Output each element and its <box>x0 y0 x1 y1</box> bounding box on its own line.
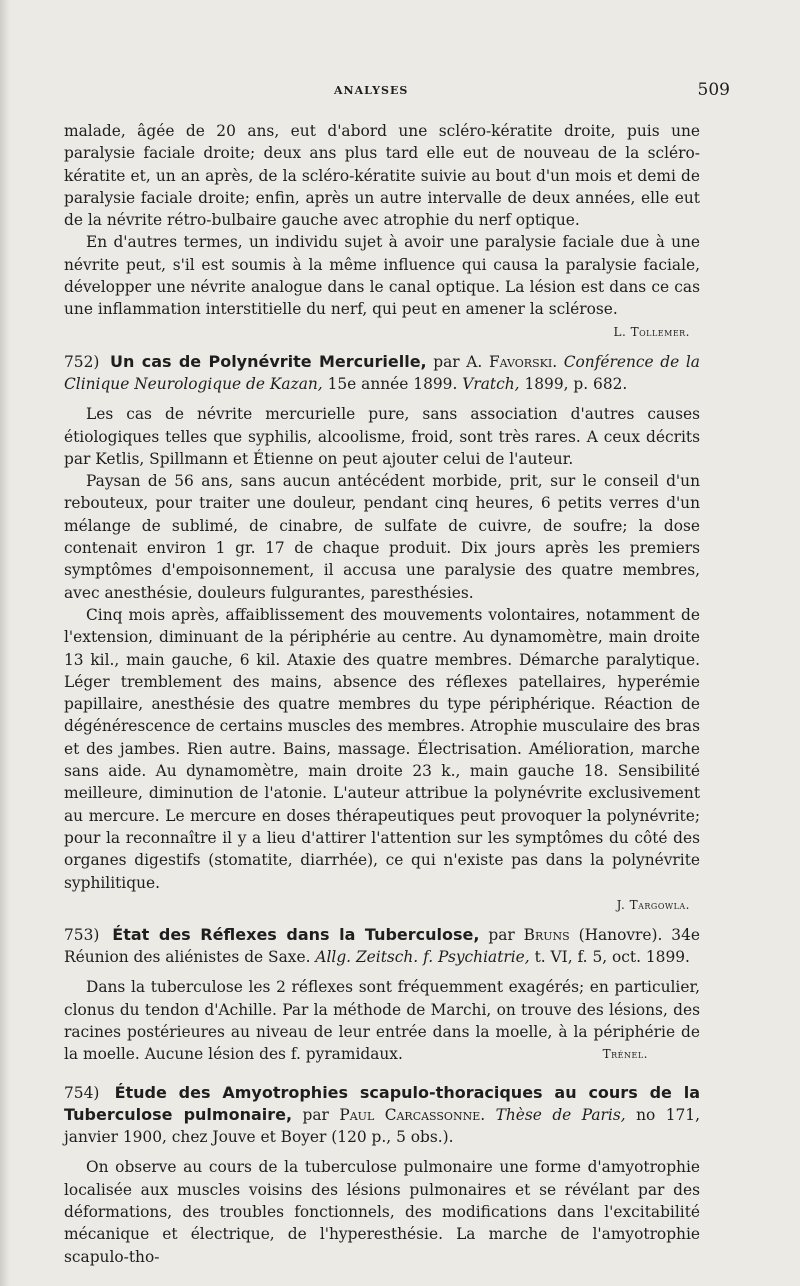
entry-number: 752) <box>64 352 100 371</box>
entry-title: Un cas de Polynévrite Mercurielle, <box>110 351 427 371</box>
entry-by: par <box>302 1105 329 1124</box>
entry-753-heading <box>64 924 700 969</box>
entry-journal-details: 1899, p. 682. <box>524 374 628 393</box>
entry-title: Étude des Amyotrophies scapulo-thoraciques au cours de la Tuberculose pulmonaire, <box>64 1082 700 1124</box>
entry-author: Paul Carcassonne. <box>339 1105 486 1124</box>
entry-source: Thèse de Paris, <box>495 1105 626 1124</box>
entry-752-paragraph-3: Cinq mois après, affaiblissement des mouvements volontaires, notamment de l'extension, diminuant de la périphérie au centre. Au dynamomètre, main droite 13 kil., main gauche, 6 kil. Ataxie des quatre membres. Démarche paralytique. Léger tremblement des mains, absence des réflexes patellaires, hyperémie papillaire, anesthésie des quatre membres du type périphérique. Réaction de dégénérescence de certains muscles des membres. Atrophie musculaire des bras et des jambes. Rien autre. Bains, massage. Électrisation. Amélioration, marche sans aide. Au dynamomètre, main droite 23 k., main gauche 18. Sensibilité meilleure, diminution de l'atonie. L'auteur attribue la polynévrite exclusivement au mercure. Le mercure en doses thérapeutiques peut provoquer la polynévrite; pour la reconnaître il y a lieu d'attirer l'attention sur les symptômes du côté des organes digestifs (stomatite, diarrhée), ce qui n'existe pas dans la polynévrite syphilitique. <box>64 605 700 892</box>
entry-by: par <box>488 925 515 944</box>
entry-752-paragraph-2: Paysan de 56 ans, sans aucun antécédent morbide, prit, sur le conseil d'un rebouteux, pour traiter une douleur, pendant cinq heures, 6 petits verres d'un mélange de sublimé, de cinabre, de sulfate de cuivre, de soufre; la dose contenait environ 1 gr. 17 de chaque produit. Dix jours après les premiers symptômes d'empoisonnement, il accusa une paralysie des quatre membres, avec anesthésie, douleurs fulgurantes, paresthésies. <box>64 472 700 602</box>
running-head-title: ANALYSES <box>334 84 409 97</box>
entry-journal: Allg. Zeitsch. f. Psychiatrie, <box>315 948 530 967</box>
entry-author: Favorski. <box>488 352 558 371</box>
intro-paragraph-2: En d'autres termes, un individu sujet à avoir une paralysie faciale due à une névrite peut, s'il est soumis à la même influence qui causa la paralysie faciale, développer une névrite analogue dans le canal optique. La lésion est dans ce cas une inflammation interstitielle du nerf, qui peut en amener la sclérose. <box>64 233 700 319</box>
entry-752-heading <box>64 351 700 396</box>
entry-by: par A. <box>433 352 483 371</box>
entry-number: 754) <box>64 1083 100 1102</box>
entry-title: État des Réflexes dans la Tuberculose, <box>112 924 480 944</box>
entry-753-signature: Trénel. <box>602 1047 648 1062</box>
entry-753-text: Dans la tuberculose les 2 réflexes sont fréquemment exagérés; en particulier, clonus du tendon d'Achille. Par la méthode de Marchi, on trouve des lésions, des racines postérieures au niveau de leur entrée dans la moelle, à la périphérie de la moelle. Aucune lésion des f. pyramidaux. <box>64 978 700 1064</box>
entry-details: (Hanovre). 34e Réunion des aliénistes de Saxe. <box>64 925 700 967</box>
intro-paragraph-1: malade, âgée de 20 ans, eut d'abord une scléro-kératite droite, puis une paralysie faciale droite; deux ans plus tard elle eut de nouveau de la scléro-kératite et, un an après, de la scléro-kératite suivie au bout d'un mois et demi de paralysie faciale droite; enfin, après un autre intervalle de deux années, elle eut de la névrite rétro-bulbaire gauche avec atrophie du nerf optique. <box>64 122 700 230</box>
entry-753-paragraph-1 <box>64 976 700 1065</box>
entry-details: no 171, janvier 1900, chez Jouve et Boyer (120 p., 5 obs.). <box>64 1105 700 1147</box>
entry-752-signature: J. Targowla. <box>616 897 690 912</box>
entry-752-paragraph-1: Les cas de névrite mercurielle pure, sans association d'autres causes étiologiques telles que syphilis, alcoolisme, froid, sont très rares. A ceux décrits par Ketlis, Spillmann et Étienne on peut ajouter celui de l'auteur. <box>64 405 700 468</box>
running-head <box>64 80 730 106</box>
page-number: 509 <box>697 80 730 100</box>
entry-journal-details: t. VI, f. 5, oct. 1899. <box>534 948 690 967</box>
intro-signature: L. Tollemer. <box>613 324 690 339</box>
entry-source: Conférence de la Clinique Neurologique de Kazan, <box>64 352 700 393</box>
entry-number: 753) <box>64 925 100 944</box>
entry-754-heading <box>64 1082 700 1149</box>
entry-details: 15e année 1899. <box>327 374 458 393</box>
scan-edge <box>0 0 10 1286</box>
entry-journal: Vratch, <box>462 374 520 393</box>
entry-author: Bruns <box>523 925 570 944</box>
entry-754-paragraph-1: On observe au cours de la tuberculose pulmonaire une forme d'amyotrophie localisée aux muscles voisins des lésions pulmonaires et se révélant par des déformations, des troubles fonctionnels, des modifications dans l'excitabilité mécanique et électrique, de l'hyperesthésie. La marche de l'amyotrophie scapulo-tho- <box>64 1158 700 1266</box>
